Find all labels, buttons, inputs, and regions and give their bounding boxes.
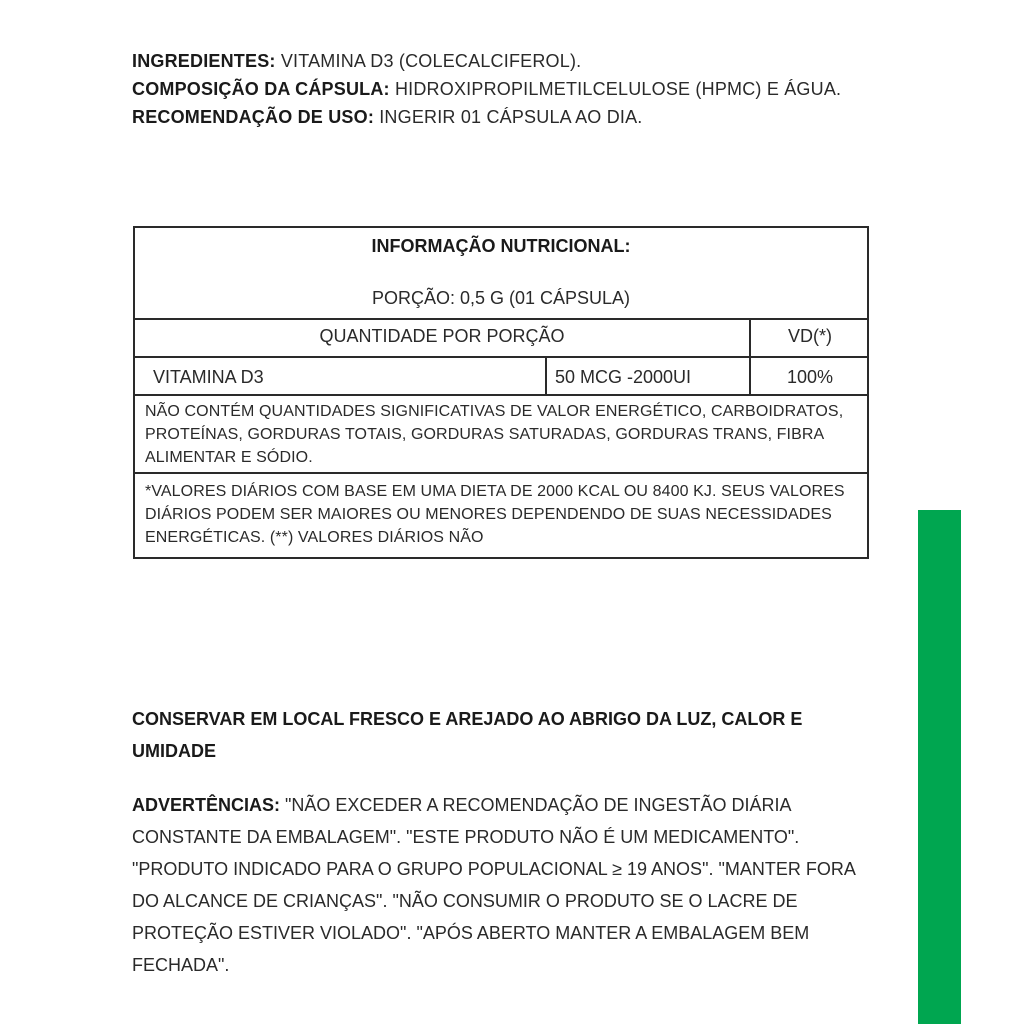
- ingredients-value: VITAMINA D3 (COLECALCIFEROL).: [275, 51, 582, 71]
- warnings-block: [132, 789, 872, 981]
- vd-header: VD(*): [788, 326, 832, 346]
- nutrition-note-nonsignificant: NÃO CONTÉM QUANTIDADES SIGNIFICATIVAS DE VALOR ENERGÉTICO, CARBOIDRATOS, PROTEÍNAS, GORDURAS TOTAIS, GORDURAS SATURADAS, GORDURAS TRANS, FIBRA ALIMENTAR E SÓDIO.: [145, 403, 844, 466]
- ingredients-line: [132, 47, 872, 75]
- capsule-composition-value: HIDROXIPROPILMETILCELULOSE (HPMC) E ÁGUA.: [389, 79, 842, 99]
- warnings-paragraph: [132, 789, 872, 981]
- nutrient-amount: 50 MCG -2000UI: [555, 367, 692, 387]
- ingredients-block: [132, 47, 872, 131]
- capsule-composition-label: COMPOSIÇÃO DA CÁPSULA:: [132, 79, 390, 99]
- warnings-label: ADVERTÊNCIAS:: [132, 795, 281, 815]
- table-divider: [135, 394, 869, 396]
- quantity-per-portion-header: QUANTIDADE POR PORÇÃO: [319, 326, 565, 346]
- nutrition-title: INFORMAÇÃO NUTRICIONAL:: [371, 236, 631, 256]
- storage-instructions: CONSERVAR EM LOCAL FRESCO E AREJADO AO ABRIGO DA LUZ, CALOR E UMIDADE: [132, 709, 803, 761]
- column-divider: [545, 356, 547, 396]
- nutrition-note-daily-values: *VALORES DIÁRIOS COM BASE EM UMA DIETA DE 2000 KCAL OU 8400 KJ. SEUS VALORES DIÁRIOS PODEM SER MAIORES OU MENORES DEPENDENDO DE SUAS NECESSIDADES ENERGÉTICAS. (**) VALORES DIÁRIOS NÃO: [145, 483, 845, 546]
- nutrient-vd: 100%: [786, 367, 834, 387]
- capsule-composition-line: [132, 75, 872, 103]
- nutrition-portion: PORÇÃO: 0,5 G (01 CÁPSULA): [371, 288, 631, 308]
- green-accent-bar: [918, 510, 961, 1024]
- usage-recommendation-value: INGERIR 01 CÁPSULA AO DIA.: [374, 107, 643, 127]
- usage-recommendation-line: [132, 103, 872, 131]
- usage-recommendation-label: RECOMENDAÇÃO DE USO:: [132, 107, 375, 127]
- nutrition-facts-table: [133, 226, 869, 559]
- ingredients-label: INGREDIENTES:: [132, 51, 276, 71]
- table-divider: [135, 472, 869, 474]
- nutrient-name: VITAMINA D3: [153, 367, 264, 387]
- warnings-text: "NÃO EXCEDER A RECOMENDAÇÃO DE INGESTÃO DIÁRIA CONSTANTE DA EMBALAGEM". "ESTE PRODUTO NÃO É UM MEDICAMENTO". "PRODUTO INDICADO PARA O GRUPO POPULACIONAL ≥ 19 ANOS". "MANTER FORA DO ALCANCE DE CRIANÇAS". "NÃO CONSUMIR O PRODUTO SE O LACRE DE PROTEÇÃO ESTIVER VIOLADO". "APÓS ABERTO MANTER A EMBALAGEM BEM FECHADA".: [132, 795, 855, 975]
- table-divider: [135, 318, 869, 320]
- table-divider: [135, 356, 869, 358]
